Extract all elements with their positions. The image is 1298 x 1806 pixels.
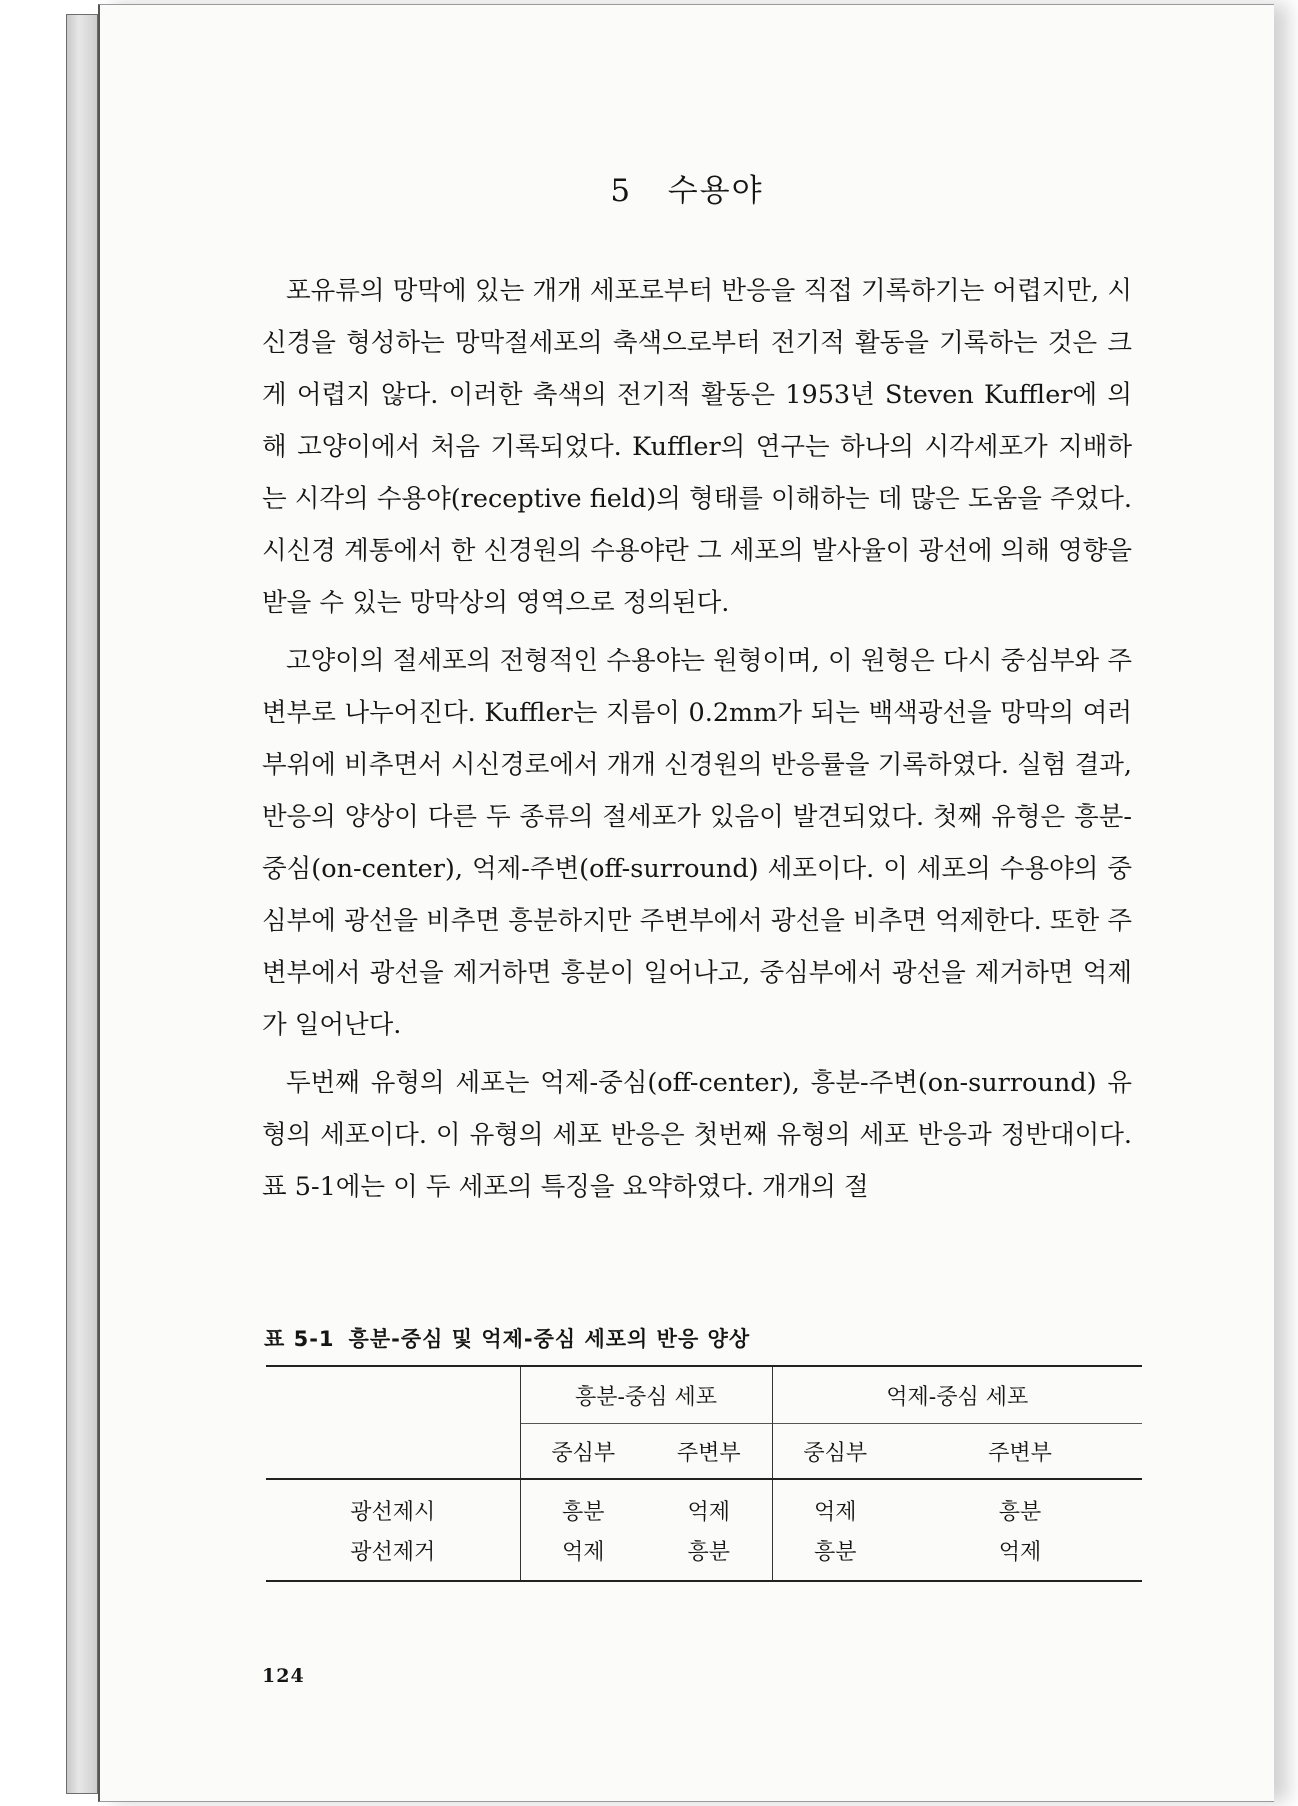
table-cell: 흥분 — [898, 1479, 1142, 1530]
table-cell: 흥분 — [520, 1479, 646, 1530]
sub-header: 주변부 — [646, 1424, 772, 1480]
group-header: 흥분-중심 세포 — [520, 1366, 772, 1424]
sub-header: 주변부 — [898, 1424, 1142, 1480]
table-sub-header-row — [266, 1424, 1142, 1480]
table-corner-cell — [266, 1424, 520, 1480]
table-cell: 억제 — [772, 1479, 898, 1530]
chapter-heading — [100, 165, 1274, 210]
sub-header: 중심부 — [520, 1424, 646, 1480]
table-caption-text: 흥분-중심 및 억제-중심 세포의 반응 양상 — [348, 1327, 751, 1351]
table-cell: 억제 — [646, 1479, 772, 1530]
paragraph: 고양이의 절세포의 전형적인 수용야는 원형이며, 이 원형은 다시 중심부와 주변부로 나누어진다. Kuffler는 지름이 0.2mm가 되는 백색광선을 망막의 여러 부위에 비추면서 시신경로에서 개개 신경원의 반응률을 기록하였다. 실험 결과, 반응의 양상이 다른 두 종류의 절세포가 있음이 발견되었다. 첫째 유형은 흥분-중심(on-center), 억제-주변(off-surround) 세포이다. 이 세포의 수용야의 중심부에 광선을 비추면 흥분하지만 주변부에서 광선을 비추면 억제한다. 또한 주변부에서 광선을 제거하면 흥분이 일어나고, 중심부에서 광선을 제거하면 억제가 일어난다. — [262, 646, 1132, 1040]
table-row — [266, 1530, 1142, 1581]
page-number: 124 — [262, 1665, 305, 1687]
table-group-header-row — [266, 1366, 1142, 1424]
book-page-edge — [66, 14, 98, 1794]
row-label: 광선제거 — [266, 1530, 520, 1581]
chapter-title: 수용야 — [667, 173, 764, 209]
group-header: 억제-중심 세포 — [772, 1366, 1142, 1424]
paragraph: 포유류의 망막에 있는 개개 세포로부터 반응을 직접 기록하기는 어렵지만, 시신경을 형성하는 망막절세포의 축색으로부터 전기적 활동을 기록하는 것은 크게 어렵지 않다. 이러한 축색의 전기적 활동은 1953년 Steven Kuffler에 의해 고양이에서 처음 기록되었다. Kuffler의 연구는 하나의 시각세포가 지배하는 시각의 수용야(receptive field)의 형태를 이해하는 데 많은 도움을 주었다. 시신경 계통에서 한 신경원의 수용야란 그 세포의 발사율이 광선에 의해 영향을 받을 수 있는 망막상의 영역으로 정의된다. — [262, 276, 1132, 618]
table-cell: 억제 — [898, 1530, 1142, 1581]
table-label: 표 5-1 — [264, 1327, 335, 1351]
table-row — [266, 1479, 1142, 1530]
response-table — [266, 1365, 1142, 1582]
chapter-number: 5 — [610, 173, 633, 209]
row-label: 광선제시 — [266, 1479, 520, 1530]
table-caption — [264, 1323, 750, 1353]
table-cell: 억제 — [520, 1530, 646, 1581]
body-text — [262, 265, 1132, 1213]
table-cell: 흥분 — [772, 1530, 898, 1581]
book-page — [98, 4, 1274, 1802]
paragraph: 두번째 유형의 세포는 억제-중심(off-center), 흥분-주변(on-surround) 유형의 세포이다. 이 유형의 세포 반응은 첫번째 유형의 세포 반응과 정반대이다. 표 5-1에는 이 두 세포의 특징을 요약하였다. 개개의 절 — [262, 1068, 1132, 1202]
table-corner-cell — [266, 1366, 520, 1424]
table-cell: 흥분 — [646, 1530, 772, 1581]
sub-header: 중심부 — [772, 1424, 898, 1480]
